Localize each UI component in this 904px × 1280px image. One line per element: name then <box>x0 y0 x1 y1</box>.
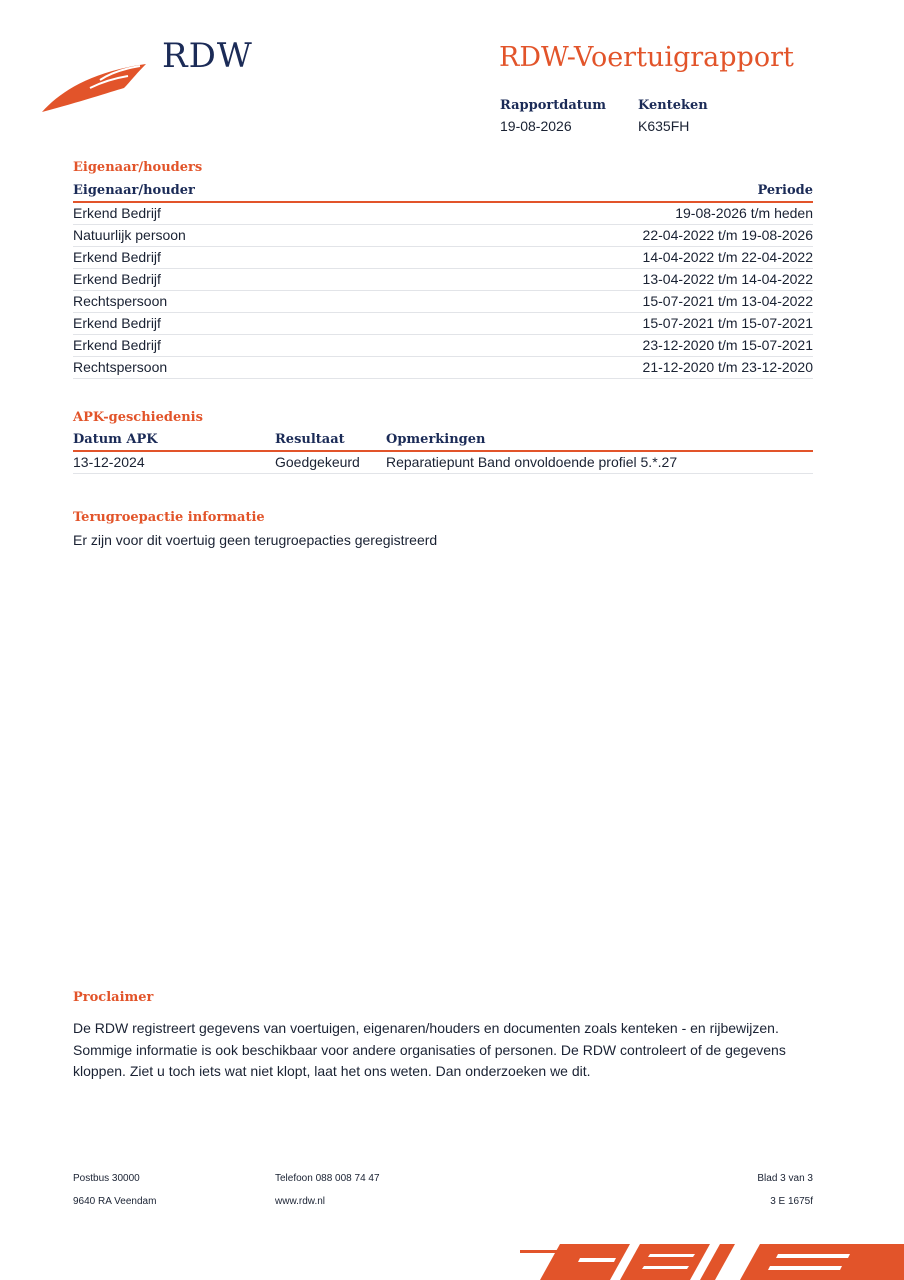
footer-city: 9640 RA Veendam <box>73 1196 157 1207</box>
report-date-label: Rapportdatum <box>500 98 606 113</box>
owner-cell: Erkend Bedrijf <box>73 337 161 353</box>
owner-cell: Erkend Bedrijf <box>73 271 161 287</box>
proclaimer-line: kloppen. Ziet u toch iets wat niet klopt, laat het ons weten. Dan onderzoeken we dit. <box>73 1063 591 1079</box>
apk-col-remarks: Opmerkingen <box>386 432 486 447</box>
table-row <box>73 225 813 247</box>
footer-page: Blad 3 van 3 <box>757 1173 813 1184</box>
period-cell: 23-12-2020 t/m 15-07-2021 <box>642 337 813 353</box>
table-row <box>73 313 813 335</box>
plate-label: Kenteken <box>638 98 708 113</box>
table-row <box>73 452 813 474</box>
proclaimer-line: Sommige informatie is ook beschikbaar voor andere organisaties of personen. De RDW controleert of de gegevens <box>73 1041 786 1058</box>
proclaimer-line: De RDW registreert gegevens van voertuigen, eigenaren/houders en documenten zoals kenteken - en rijbewijzen. <box>73 1020 779 1036</box>
apk-remarks-cell: Reparatiepunt Band onvoldoende profiel 5.*.27 <box>386 454 678 470</box>
footer-web[interactable]: www.rdw.nl <box>275 1196 326 1207</box>
apk-date-cell: 13-12-2024 <box>73 454 145 470</box>
recall-text: Er zijn voor dit voertuig geen terugroepacties geregistreerd <box>73 532 438 548</box>
owners-col-owner: Eigenaar/houder <box>73 183 195 198</box>
footer-code: 3 E 1675f <box>770 1196 813 1207</box>
table-row <box>73 335 813 357</box>
table-row <box>73 291 813 313</box>
period-cell: 21-12-2020 t/m 23-12-2020 <box>642 359 813 375</box>
owners-table-header <box>73 181 813 203</box>
table-row <box>73 269 813 291</box>
period-cell: 14-04-2022 t/m 22-04-2022 <box>642 249 813 265</box>
report-title: RDW-Voertuigrapport <box>499 42 794 73</box>
proclaimer-text <box>73 1018 793 1083</box>
period-cell: 15-07-2021 t/m 15-07-2021 <box>642 315 813 331</box>
owners-table <box>73 181 813 379</box>
period-cell: 13-04-2022 t/m 14-04-2022 <box>642 271 813 287</box>
report-date-value: 19-08-2026 <box>500 118 572 134</box>
proclaimer-title: Proclaimer <box>73 990 154 1005</box>
apk-col-date: Datum APK <box>73 432 158 447</box>
period-cell: 19-08-2026 t/m heden <box>675 205 813 221</box>
owners-section-title: Eigenaar/houders <box>73 160 203 175</box>
period-cell: 22-04-2022 t/m 19-08-2026 <box>642 227 813 243</box>
recall-section-title: Terugroepactie informatie <box>73 510 265 525</box>
owners-col-period: Periode <box>757 183 813 198</box>
rdw-logo-text: RDW <box>162 36 253 76</box>
owner-cell: Erkend Bedrijf <box>73 315 161 331</box>
plate-value: K635FH <box>638 118 690 134</box>
table-row <box>73 203 813 225</box>
owner-cell: Erkend Bedrijf <box>73 205 161 221</box>
owner-cell: Rechtspersoon <box>73 359 168 375</box>
apk-table <box>73 430 813 474</box>
owner-cell: Erkend Bedrijf <box>73 249 161 265</box>
apk-section-title: APK-geschiedenis <box>73 410 203 425</box>
owner-cell: Rechtspersoon <box>73 293 168 309</box>
footer-stripes-icon <box>520 1240 904 1280</box>
footer-phone: Telefoon 088 008 74 47 <box>275 1173 380 1184</box>
period-cell: 15-07-2021 t/m 13-04-2022 <box>642 293 813 309</box>
owner-cell: Natuurlijk persoon <box>73 227 186 243</box>
rdw-logo-icon <box>40 52 150 116</box>
table-row <box>73 357 813 379</box>
apk-table-header <box>73 430 813 452</box>
footer-postbus: Postbus 30000 <box>73 1173 140 1184</box>
table-row <box>73 247 813 269</box>
apk-result-cell: Goedgekeurd <box>275 454 360 470</box>
apk-col-result: Resultaat <box>275 432 345 447</box>
